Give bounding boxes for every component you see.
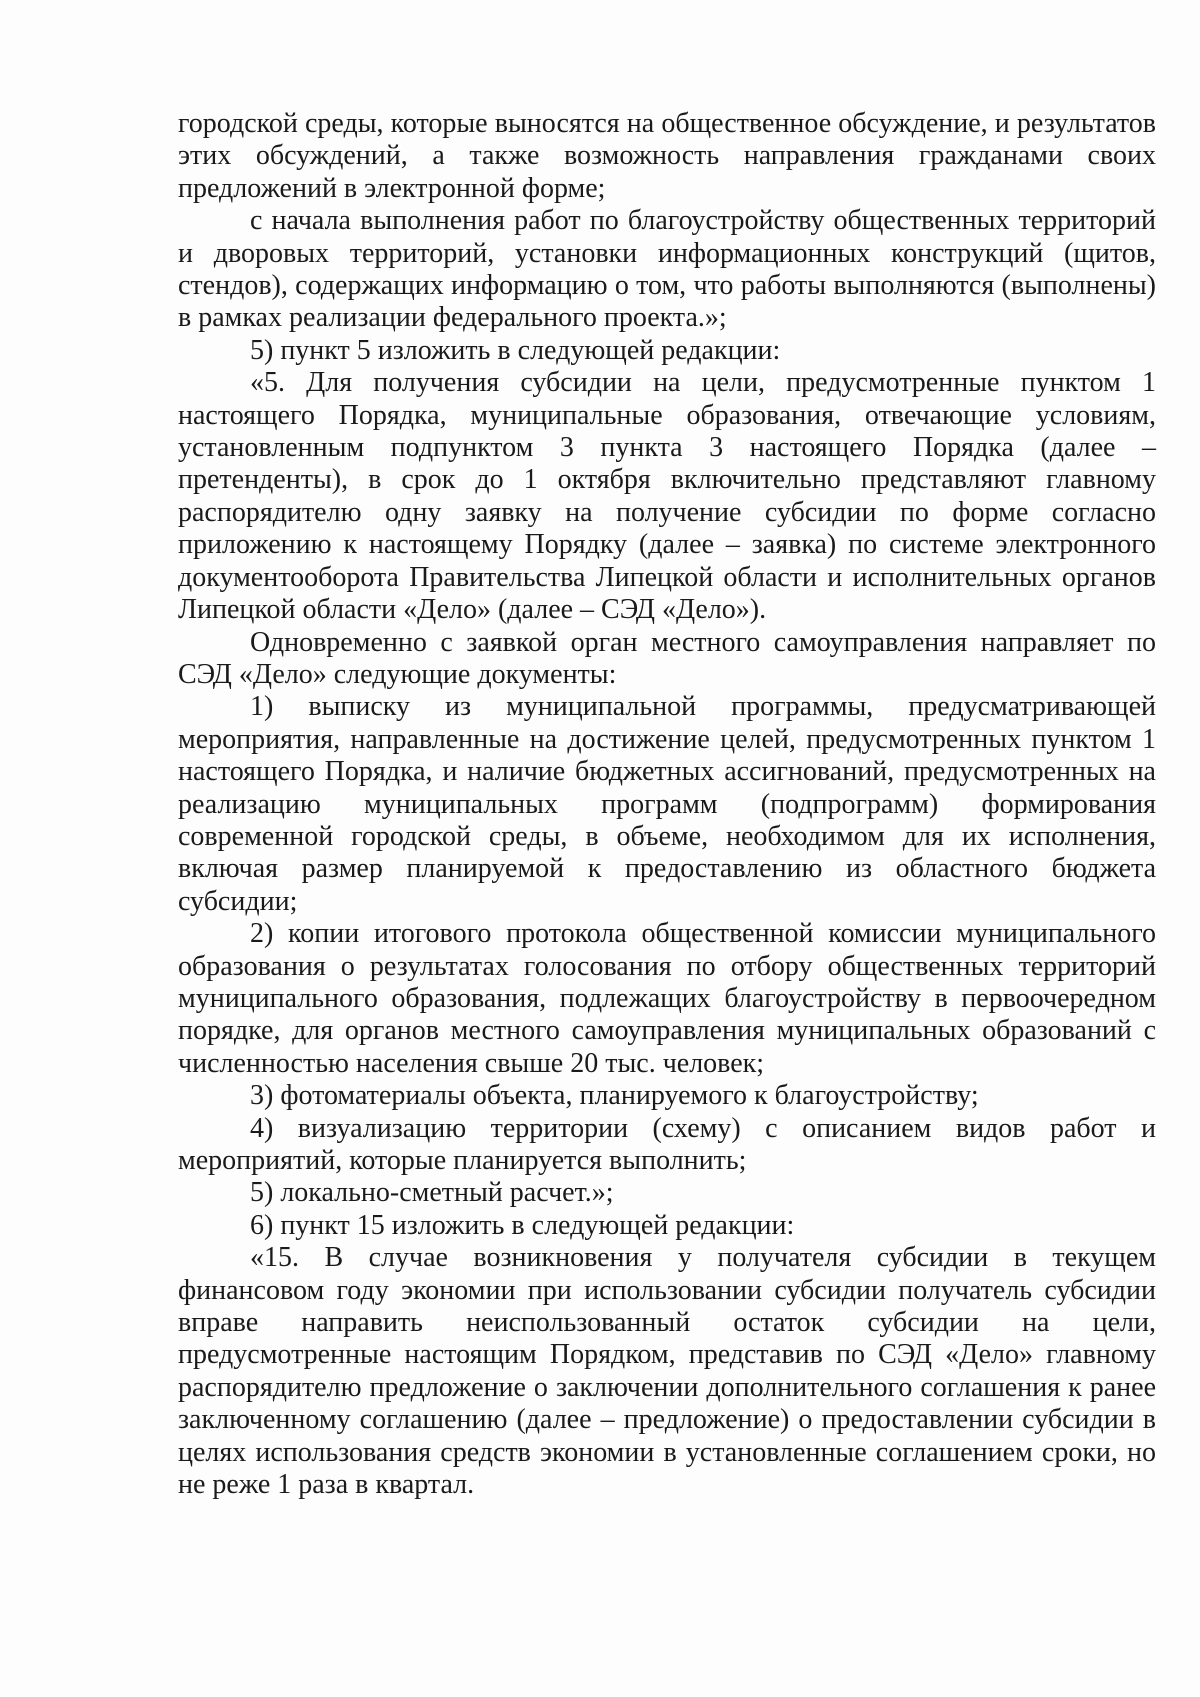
paragraph-document-1: 1) выписку из муниципальной программы, предусматривающей мероприятия, направленные на достижение целей, предусмотренных пунктом 1 настоящего Порядка, и наличие бюджетных ассигнований, предусмотренных на реализацию муниципальных программ (подпрограмм) формирования современной городской среды, в объеме, необходимом для их исполнения, включая размер планируемой к предоставлению из областного бюджета субсидии; xyxy=(178,691,1156,917)
paragraph-document-3: 3) фотоматериалы объекта, планируемого к благоустройству; xyxy=(250,1080,979,1112)
paragraph-item-5-heading: 5) пункт 5 изложить в следующей редакции: xyxy=(250,334,781,366)
paragraph-item-6-heading: 6) пункт 15 изложить в следующей редакции: xyxy=(250,1209,795,1241)
paragraph-info-constructions: с начала выполнения работ по благоустройству общественных территорий и дворовых территорий, установки информационных конструкций (щитов, стендов), содержащих информацию о том, что работы выполняются (выполнены) в рамках реализации федерального проекта.»; xyxy=(178,205,1156,334)
paragraph-document-5: 5) локально-сметный расчет.»; xyxy=(250,1177,614,1209)
document-body xyxy=(178,108,1156,1501)
paragraph-point-5: «5. Для получения субсидии на цели, предусмотренные пунктом 1 настоящего Порядка, муниципальные образования, отвечающие условиям, установленным подпунктом 3 пункта 3 настоящего Порядка (далее – претенденты), в срок до 1 октября включительно представляют главному распорядителю одну заявку на получение субсидии по форме согласно приложению к настоящему Порядку (далее – заявка) по системе электронного документооборота Правительства Липецкой области и исполнительных органов Липецкой области «Дело» (далее – СЭД «Дело»). xyxy=(178,367,1156,626)
paragraph-continuation: городской среды, которые выносятся на общественное обсуждение, и результатов этих обсуждений, а также возможность направления гражданами своих предложений в электронной форме; xyxy=(178,108,1156,204)
paragraph-document-4: 4) визуализацию территории (схему) с описанием видов работ и мероприятий, которые планируется выполнить; xyxy=(178,1112,1156,1176)
paragraph-document-2: 2) копии итогового протокола общественной комиссии муниципального образования о результатах голосования по отбору общественных территорий муниципального образования, подлежащих благоустройству в первоочередном порядке, для органов местного самоуправления муниципальных образований с численностью населения свыше 20 тыс. человек; xyxy=(178,918,1156,1079)
paragraph-point-15: «15. В случае возникновения у получателя субсидии в текущем финансовом году экономии при использовании субсидии получатель субсидии вправе направить неиспользованный остаток субсидии на цели, предусмотренные настоящим Порядком, представив по СЭД «Дело» главному распорядителю предложение о заключении дополнительного соглашения к ранее заключенному соглашению (далее – предложение) о предоставлении субсидии в целях использования средств экономии в установленные соглашением сроки, но не реже 1 раза в квартал. xyxy=(178,1242,1156,1501)
paragraph-documents-intro: Одновременно с заявкой орган местного самоуправления направляет по СЭД «Дело» следующие документы: xyxy=(178,626,1156,690)
